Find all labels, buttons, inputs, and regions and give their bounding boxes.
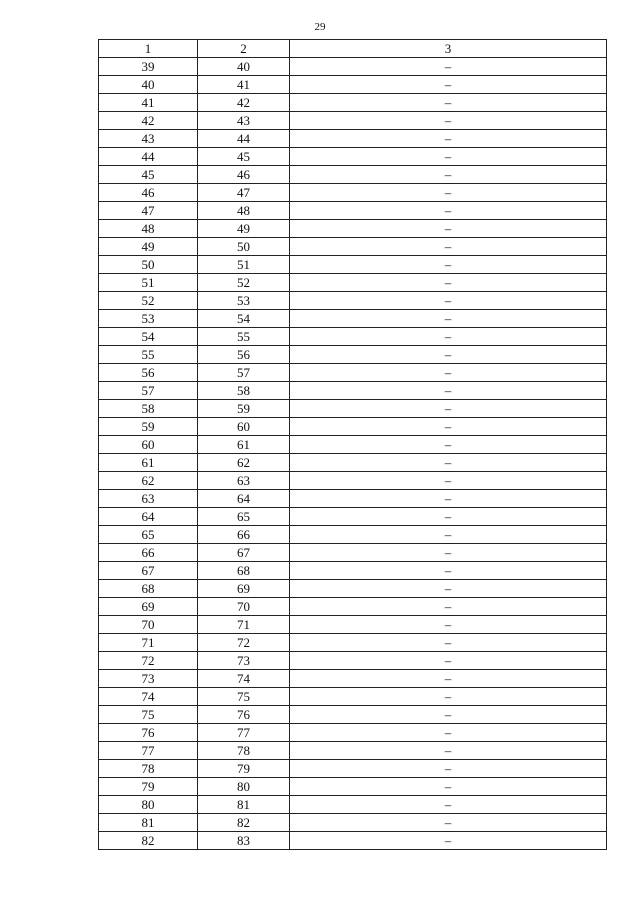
table-cell-col-1: 40 xyxy=(99,76,198,94)
table-cell-col-2: 68 xyxy=(198,562,290,580)
table-cell-col-2: 67 xyxy=(198,544,290,562)
table-cell-col-2: 53 xyxy=(198,292,290,310)
table-cell-col-3: – xyxy=(290,400,607,418)
table-cell-col-3: – xyxy=(290,490,607,508)
table-row xyxy=(99,724,607,742)
table-row xyxy=(99,292,607,310)
column-header-1: 1 xyxy=(99,40,198,58)
table-cell-col-3: – xyxy=(290,184,607,202)
table-row xyxy=(99,706,607,724)
table-cell-col-1: 74 xyxy=(99,688,198,706)
table-row xyxy=(99,130,607,148)
table-row xyxy=(99,382,607,400)
table-cell-col-2: 81 xyxy=(198,796,290,814)
table-cell-col-2: 58 xyxy=(198,382,290,400)
table-cell-col-2: 51 xyxy=(198,256,290,274)
table-row xyxy=(99,202,607,220)
table-row xyxy=(99,328,607,346)
table-cell-col-1: 82 xyxy=(99,832,198,850)
table-cell-col-3: – xyxy=(290,76,607,94)
table-cell-col-1: 50 xyxy=(99,256,198,274)
table-cell-col-2: 82 xyxy=(198,814,290,832)
table-row xyxy=(99,346,607,364)
table-cell-col-1: 44 xyxy=(99,148,198,166)
table-row xyxy=(99,238,607,256)
table-cell-col-1: 65 xyxy=(99,526,198,544)
table-cell-col-1: 45 xyxy=(99,166,198,184)
table-cell-col-1: 59 xyxy=(99,418,198,436)
table-row xyxy=(99,436,607,454)
table-cell-col-2: 54 xyxy=(198,310,290,328)
table-cell-col-1: 77 xyxy=(99,742,198,760)
table-cell-col-2: 47 xyxy=(198,184,290,202)
table-row xyxy=(99,616,607,634)
table-row xyxy=(99,796,607,814)
table-cell-col-1: 79 xyxy=(99,778,198,796)
table-cell-col-2: 80 xyxy=(198,778,290,796)
table-cell-col-1: 69 xyxy=(99,598,198,616)
table-cell-col-3: – xyxy=(290,724,607,742)
table-cell-col-3: – xyxy=(290,742,607,760)
table-cell-col-2: 48 xyxy=(198,202,290,220)
table-cell-col-2: 73 xyxy=(198,652,290,670)
table-row xyxy=(99,778,607,796)
table-cell-col-1: 71 xyxy=(99,634,198,652)
table-cell-col-3: – xyxy=(290,364,607,382)
table-cell-col-3: – xyxy=(290,562,607,580)
table-cell-col-1: 49 xyxy=(99,238,198,256)
table-cell-col-1: 48 xyxy=(99,220,198,238)
table-cell-col-2: 64 xyxy=(198,490,290,508)
table-cell-col-1: 80 xyxy=(99,796,198,814)
table-cell-col-2: 42 xyxy=(198,94,290,112)
table-cell-col-1: 68 xyxy=(99,580,198,598)
table-cell-col-2: 41 xyxy=(198,76,290,94)
table-cell-col-3: – xyxy=(290,616,607,634)
table-row xyxy=(99,670,607,688)
table-cell-col-2: 59 xyxy=(198,400,290,418)
table-cell-col-1: 76 xyxy=(99,724,198,742)
table-body xyxy=(99,58,607,850)
table-cell-col-2: 75 xyxy=(198,688,290,706)
table-cell-col-1: 39 xyxy=(99,58,198,76)
table-row xyxy=(99,400,607,418)
table-cell-col-2: 69 xyxy=(198,580,290,598)
table-cell-col-1: 60 xyxy=(99,436,198,454)
table-cell-col-1: 73 xyxy=(99,670,198,688)
table-cell-col-3: – xyxy=(290,796,607,814)
table-cell-col-2: 56 xyxy=(198,346,290,364)
table-row xyxy=(99,112,607,130)
table-row xyxy=(99,814,607,832)
table-cell-col-3: – xyxy=(290,634,607,652)
table-cell-col-3: – xyxy=(290,598,607,616)
header-row xyxy=(99,40,607,58)
table-row xyxy=(99,508,607,526)
table-cell-col-1: 42 xyxy=(99,112,198,130)
table-row xyxy=(99,148,607,166)
table-row xyxy=(99,526,607,544)
column-header-3: 3 xyxy=(290,40,607,58)
table-cell-col-3: – xyxy=(290,760,607,778)
table-cell-col-3: – xyxy=(290,526,607,544)
table-cell-col-3: – xyxy=(290,292,607,310)
table-cell-col-2: 50 xyxy=(198,238,290,256)
table-cell-col-3: – xyxy=(290,544,607,562)
table-cell-col-3: – xyxy=(290,778,607,796)
table-cell-col-3: – xyxy=(290,706,607,724)
table-row xyxy=(99,544,607,562)
table-cell-col-3: – xyxy=(290,202,607,220)
table-row xyxy=(99,364,607,382)
table-cell-col-1: 72 xyxy=(99,652,198,670)
table-cell-col-3: – xyxy=(290,814,607,832)
table-cell-col-3: – xyxy=(290,238,607,256)
table-cell-col-2: 65 xyxy=(198,508,290,526)
table-cell-col-3: – xyxy=(290,652,607,670)
table-cell-col-1: 53 xyxy=(99,310,198,328)
table-cell-col-2: 70 xyxy=(198,598,290,616)
table-row xyxy=(99,598,607,616)
table-cell-col-3: – xyxy=(290,328,607,346)
table-cell-col-3: – xyxy=(290,148,607,166)
table-row xyxy=(99,310,607,328)
table-cell-col-2: 60 xyxy=(198,418,290,436)
table-cell-col-2: 52 xyxy=(198,274,290,292)
table-cell-col-2: 66 xyxy=(198,526,290,544)
table-cell-col-1: 54 xyxy=(99,328,198,346)
table-cell-col-1: 67 xyxy=(99,562,198,580)
table-row xyxy=(99,760,607,778)
table-cell-col-3: – xyxy=(290,112,607,130)
table-row xyxy=(99,472,607,490)
table-cell-col-3: – xyxy=(290,130,607,148)
table-cell-col-3: – xyxy=(290,274,607,292)
table-cell-col-1: 66 xyxy=(99,544,198,562)
table-cell-col-1: 58 xyxy=(99,400,198,418)
table-row xyxy=(99,94,607,112)
table-cell-col-1: 63 xyxy=(99,490,198,508)
table-cell-col-2: 78 xyxy=(198,742,290,760)
table-cell-col-2: 46 xyxy=(198,166,290,184)
table-row xyxy=(99,256,607,274)
table-cell-col-2: 45 xyxy=(198,148,290,166)
table-cell-col-1: 61 xyxy=(99,454,198,472)
table-cell-col-1: 57 xyxy=(99,382,198,400)
table-cell-col-1: 55 xyxy=(99,346,198,364)
table-cell-col-3: – xyxy=(290,454,607,472)
table-cell-col-3: – xyxy=(290,256,607,274)
table-cell-col-3: – xyxy=(290,418,607,436)
table-row xyxy=(99,418,607,436)
table-cell-col-2: 62 xyxy=(198,454,290,472)
table-cell-col-2: 72 xyxy=(198,634,290,652)
table-cell-col-1: 52 xyxy=(99,292,198,310)
table-cell-col-1: 64 xyxy=(99,508,198,526)
table-cell-col-1: 41 xyxy=(99,94,198,112)
table-cell-col-2: 55 xyxy=(198,328,290,346)
table-row xyxy=(99,76,607,94)
table-row xyxy=(99,742,607,760)
table-row xyxy=(99,184,607,202)
table-cell-col-2: 49 xyxy=(198,220,290,238)
table-cell-col-1: 75 xyxy=(99,706,198,724)
data-table xyxy=(98,39,607,850)
table-row xyxy=(99,220,607,238)
table-row xyxy=(99,562,607,580)
table-cell-col-3: – xyxy=(290,346,607,364)
table-row xyxy=(99,688,607,706)
table-cell-col-3: – xyxy=(290,832,607,850)
table-row xyxy=(99,166,607,184)
table-cell-col-2: 83 xyxy=(198,832,290,850)
table-row xyxy=(99,580,607,598)
table-row xyxy=(99,490,607,508)
table-cell-col-1: 62 xyxy=(99,472,198,490)
table-cell-col-2: 71 xyxy=(198,616,290,634)
table-cell-col-3: – xyxy=(290,220,607,238)
table-cell-col-1: 43 xyxy=(99,130,198,148)
table-cell-col-3: – xyxy=(290,472,607,490)
table-cell-col-3: – xyxy=(290,688,607,706)
table-cell-col-3: – xyxy=(290,310,607,328)
table-cell-col-2: 44 xyxy=(198,130,290,148)
table-cell-col-1: 78 xyxy=(99,760,198,778)
page-number: 29 xyxy=(314,21,326,33)
table-cell-col-3: – xyxy=(290,94,607,112)
table-cell-col-3: – xyxy=(290,580,607,598)
table-cell-col-3: – xyxy=(290,382,607,400)
table-cell-col-2: 43 xyxy=(198,112,290,130)
table-cell-col-2: 63 xyxy=(198,472,290,490)
table-row xyxy=(99,58,607,76)
table-cell-col-3: – xyxy=(290,166,607,184)
table-cell-col-2: 57 xyxy=(198,364,290,382)
table-row xyxy=(99,652,607,670)
table-row xyxy=(99,274,607,292)
table-cell-col-1: 56 xyxy=(99,364,198,382)
table-cell-col-2: 61 xyxy=(198,436,290,454)
table-row xyxy=(99,634,607,652)
table-row xyxy=(99,832,607,850)
table-cell-col-2: 77 xyxy=(198,724,290,742)
table-cell-col-3: – xyxy=(290,58,607,76)
column-header-2: 2 xyxy=(198,40,290,58)
table-cell-col-3: – xyxy=(290,508,607,526)
table-row xyxy=(99,454,607,472)
table-cell-col-1: 70 xyxy=(99,616,198,634)
table-cell-col-2: 40 xyxy=(198,58,290,76)
table-cell-col-1: 46 xyxy=(99,184,198,202)
table-cell-col-2: 74 xyxy=(198,670,290,688)
table-cell-col-3: – xyxy=(290,670,607,688)
table-cell-col-1: 47 xyxy=(99,202,198,220)
table-cell-col-2: 76 xyxy=(198,706,290,724)
table-cell-col-1: 51 xyxy=(99,274,198,292)
table-cell-col-3: – xyxy=(290,436,607,454)
table-cell-col-1: 81 xyxy=(99,814,198,832)
table-cell-col-2: 79 xyxy=(198,760,290,778)
